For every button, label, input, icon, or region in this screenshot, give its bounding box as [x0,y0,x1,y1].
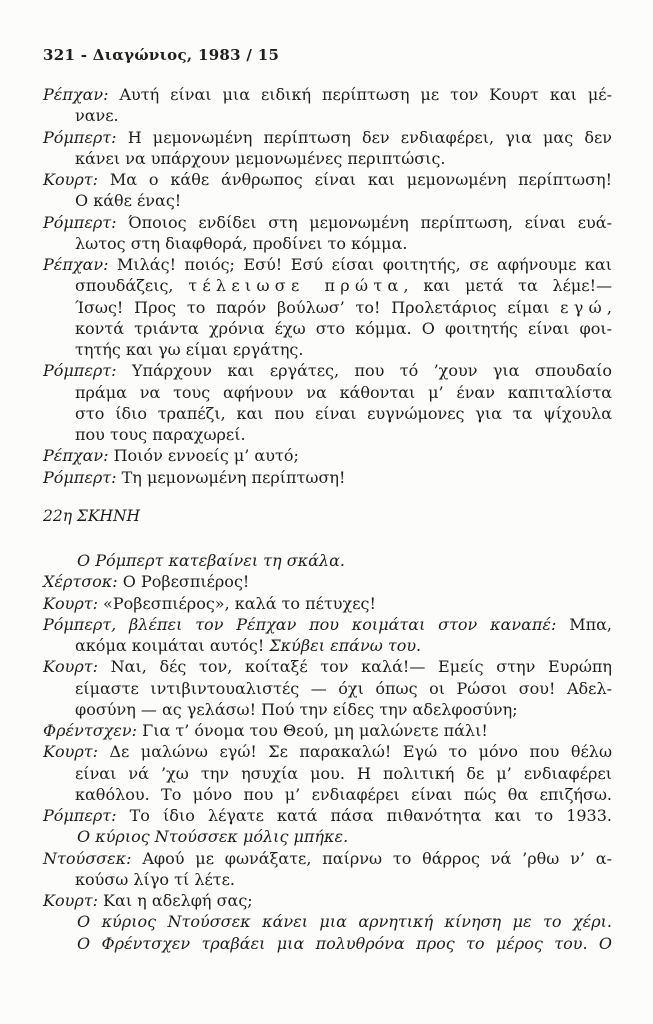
italic-run: Ρόμπερτ: [43,806,117,825]
text-run: κοντά τριάντα χρόνια έχω στο κόμμα. Ο φοιτητής είναι φοι- [75,318,612,338]
text-run: Τη μεμονωμένη περίπτωση! [116,467,346,487]
dialogue-paragraph [43,720,612,741]
text-run: ακόμα κοιμάται αυτός! [75,636,270,655]
italic-run: Κουρτ: [43,657,98,677]
text-line [43,105,612,126]
dialogue-paragraph [43,656,612,720]
dialogue-paragraph [43,593,612,614]
text-line [43,318,612,339]
text-line [43,339,612,360]
text-line [43,275,612,296]
dialogue-paragraph [43,848,612,891]
text-line [43,911,612,932]
italic-run: Ρέπχαν: [43,85,109,104]
text-run: τητής και γω είμαι εργάτης. [75,340,304,359]
text-line [43,933,612,954]
text-line [43,805,612,826]
text-line [43,848,612,869]
script-text-block [43,84,612,954]
stage-direction [43,911,612,954]
text-line [43,890,612,911]
italic-run: Ο Φρέντσχεν τραβάει μια πολυθρόνα προς το μέρος του. Ο [77,933,612,953]
text-run: κάνει να υπάρχουν μεμονωμένες περιπτώσις. [75,148,446,168]
scene-heading [43,506,612,527]
text-run: είμαστε ιντιβιντουαλιστές — όχι όπως οι Ρώσοι σου! Αδελ- [75,678,612,698]
italic-run: Ντούσσεκ: [43,848,132,868]
text-line [43,467,612,488]
text-line [43,614,612,635]
text-line [43,233,612,254]
dialogue-paragraph [43,254,612,360]
italic-run: Ρόμπερτ: [43,361,117,381]
text-run: Δε μαλώνω εγώ! Σε παρακαλώ! Εγώ το μόνο που θέλω [97,742,612,762]
text-run: είναι νά ’χω την ησυχία μου. Η πολιτική δε μ’ ενδιαφέρει [75,763,612,783]
text-run: Αφού με φωνάξατε, παίρνω το θάρρος νά ’ρθω ν’ α- [131,848,612,868]
text-run: Ποιόν εννοείς μ’ αυτό; [108,446,299,466]
text-line [43,254,612,275]
text-line [43,360,612,381]
text-line [43,763,612,784]
dialogue-paragraph [43,84,612,127]
italic-run: Ρόμπερτ, βλέπει τον Ρέπχαν που κοιμάται στον καναπέ: [43,614,557,634]
text-run: λωτος στη διαφθορά, προδίνει το κόμμα. [75,233,408,253]
dialogue-paragraph [43,805,612,826]
text-line [43,445,612,466]
text-line [43,635,612,656]
dialogue-paragraph [43,360,612,445]
italic-run: Ρόμπερτ: [43,212,117,232]
text-line [43,127,612,148]
italic-run: Ρόμπερτ: [43,127,117,147]
text-run: Μιλάς! ποιός; Εσύ! Εσύ είσαι φοιτητής, σε αφήνουμε και [108,255,612,274]
emphasized-spaced-run: εγώ [560,297,607,317]
text-run: «Ροβεσπιέρος», καλά το πέτυχες! [97,593,376,613]
italic-run: Ρέπχαν: [43,255,109,274]
text-run: Για τ’ όνομα του Θεού, μη μαλώνετε πάλι! [137,721,488,740]
text-run: , και μετά τα λέμε!— [403,276,612,296]
italic-run: Ρέπχαν: [43,446,109,466]
text-line [43,403,612,424]
text-run: νανε. [75,106,119,126]
italic-run: Κουρτ: [43,170,98,189]
text-run: στο ίδιο τραπέζι, και που είναι ευγνώμονες για τα ψίχουλα [75,403,612,423]
text-run: καθόλου. Το μόνο που μ’ ενδιαφέρει είναι πώς θα επιζήσω. [75,784,612,804]
dialogue-paragraph [43,741,612,805]
dialogue-paragraph [43,212,612,255]
text-line [43,169,612,190]
text-line [43,148,612,169]
text-line [43,297,612,318]
italic-run: 22η ΣΚΗΝΗ [43,506,141,525]
italic-run: Ρόμπερτ: [43,467,117,487]
text-run: Μπα, [556,614,613,634]
dialogue-paragraph [43,890,612,911]
italic-run: Χέρτσοκ: [43,572,118,592]
text-line [43,678,612,699]
italic-run: Ο Ρόμπερτ κατεβαίνει τη σκάλα. [77,551,345,570]
text-line [43,720,612,741]
text-line [43,190,612,211]
text-line [43,571,612,592]
text-line [43,212,612,233]
text-run: Ο κάθε ένας! [75,191,182,211]
text-run: Ίσως! Προς το παρόν βούλωσ’ το! Προλετάριος είμαι [75,297,561,317]
text-run: Η μεμονωμένη περίπτωση δεν ενδιαφέρει, για μας δεν [116,127,612,147]
text-run: πράμα να τους αφήνουν να κάθονται μ’ έναν καπιταλίστα [75,382,612,402]
text-run: σπουδάζεις, [75,276,189,296]
text-line [43,424,612,445]
dialogue-paragraph [43,445,612,466]
emphasized-spaced-run: τέλειωσε πρώτα [188,276,404,296]
text-run: Όποιος ενδίδει στη μεμονωμένη περίπτωση, είναι ευά- [116,212,612,232]
dialogue-paragraph [43,614,612,657]
text-run: Και η αδελφή σας; [97,891,253,910]
text-run: Υπάρχουν και εργάτες, που τό ’χουν για σπουδαίο [116,361,612,381]
text-line [43,656,612,677]
dialogue-paragraph [43,571,612,592]
text-line [43,593,612,614]
italic-run: Σκύβει επάνω του. [269,636,422,655]
text-line [43,826,612,847]
text-line [43,84,612,105]
italic-run: Ο κύριος Ντούσσεκ μόλις μπήκε. [77,827,349,847]
text-line [43,699,612,720]
text-line [43,506,612,527]
stage-direction [43,826,612,847]
text-run: Το ίδιο λέγατε κατά πάσα πιθανότητα και το 1933. [116,806,612,825]
text-run: Αυτή είναι μια ειδική περίπτωση με τον Κουρτ και μέ- [108,85,612,104]
dialogue-paragraph [43,127,612,170]
text-line [43,869,612,890]
stage-direction [43,550,612,571]
italic-run: Κουρτ: [43,593,98,613]
dialogue-paragraph [43,467,612,488]
text-run: Ναι, δές τον, κοίταξέ τον καλά!— Εμείς στην Ευρώπη [97,657,612,677]
text-line [43,784,612,805]
page-header: 321 - Διαγώνιος, 1983 / 15 [43,46,280,64]
dialogue-paragraph [43,169,612,212]
text-run: Ο Ροβεσπιέρος! [117,572,250,592]
text-run: κούσω λίγο τί λέτε. [75,869,235,889]
text-line [43,550,612,571]
italic-run: Κουρτ: [43,891,98,910]
text-run: φοσύνη — ας γελάσω! Πού την είδες την αδελφοσύνη; [75,699,518,719]
italic-run: Κουρτ: [43,742,98,762]
text-run: Μα ο κάθε άνθρωπος είναι και μεμονωμένη περίπτωση! [97,170,612,189]
text-line [43,741,612,762]
italic-run: Ο κύριος Ντούσσεκ κάνει μια αρνητική κίνηση με το χέρι. [77,912,612,932]
text-run: που τους παραχωρεί. [75,425,246,444]
italic-run: Φρέντσχεν: [43,721,138,740]
text-run: , [606,297,612,317]
text-line [43,382,612,403]
